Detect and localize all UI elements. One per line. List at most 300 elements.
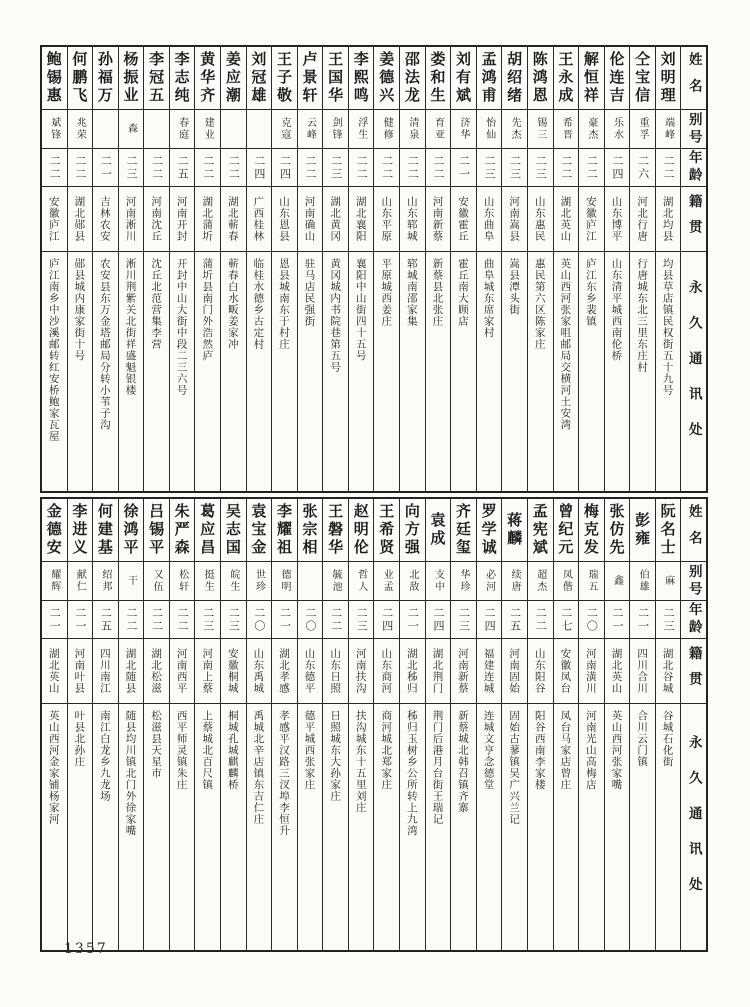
person-age: 二二 [144,601,169,639]
person-name: 吴志国 [221,499,246,562]
person-alias: 耀辉 [42,562,67,601]
person-address: 英山西河金家铺杨家河 [47,710,60,825]
person-age: 二二 [68,149,93,187]
person-age: 二一 [630,601,655,639]
person-alias: 支中 [426,562,451,601]
person-native: 湖北随县 [119,639,144,704]
person-column [246,47,272,491]
person-address: 南江白龙乡九龙场 [98,710,111,802]
person-age: 二二 [298,149,323,187]
person-age: 二一 [68,601,93,639]
person-address: 孝感平汉路三汊埠李恒升 [277,710,290,837]
person-column [271,499,297,950]
person-age: 二二 [195,149,220,187]
person-name: 娄和生 [426,47,451,110]
person-alias: 斌锋 [42,110,67,149]
person-alias: 瑞五 [579,562,604,601]
person-alias: 建业 [195,110,220,149]
person-column [246,499,272,950]
person-alias: 皖生 [221,562,246,601]
person-name: 徐鸿平 [119,499,144,562]
person-name: 吕锡平 [144,499,169,562]
person-column [399,47,425,491]
person-native: 湖北谷城 [656,639,681,704]
person-address: 德平城西张家庄 [303,710,316,791]
person-column [322,47,348,491]
person-column [553,47,579,491]
person-alias: 重孚 [630,110,655,149]
person-alias: 克寇 [272,110,297,149]
person-alias: 毓池 [323,562,348,601]
person-name: 曾纪元 [554,499,579,562]
person-age: 二三 [119,149,144,187]
person-native: 山东日照 [323,639,348,704]
person-alias: 北敌 [400,562,425,601]
person-native: 山东博平 [605,187,630,252]
person-name: 朱严森 [170,499,195,562]
person-alias: 华珍 [451,562,476,601]
person-address: 黄冈城内书院巷第五号 [329,258,342,373]
person-name: 王子敬 [272,47,297,110]
person-address: 凤台马家店曾庄 [559,710,572,791]
person-name: 齐廷玺 [451,499,476,562]
person-column [322,499,348,950]
person-address: 山东清平城西南伦桥 [610,258,623,362]
person-name: 梅克发 [579,499,604,562]
person-address: 秭归玉树乡公所转上九湾 [405,710,418,837]
person-address: 合川云门镇 [636,710,649,768]
person-native: 湖北蒲圻 [195,187,220,252]
person-native: 湖北蕲春 [221,187,246,252]
person-column [655,499,681,950]
person-name: 鲍锡惠 [42,47,67,110]
person-alias: 超杰 [528,562,553,601]
person-column [220,47,246,491]
person-column [143,47,169,491]
person-alias: 又伍 [144,562,169,601]
person-alias: 剑锋 [323,110,348,149]
person-name: 胡绍绪 [502,47,527,110]
person-column [450,47,476,491]
person-alias: 挺生 [195,562,220,601]
person-native: 河南开封 [170,187,195,252]
person-column [220,499,246,950]
person-native: 山东禹城 [247,639,272,704]
person-column [297,499,323,950]
person-age: 二五 [93,601,118,639]
person-address: 新蔡城北韩召镇齐寨 [457,710,470,814]
person-age: 二一 [605,601,630,639]
person-column [655,47,681,491]
person-address: 禹城北辛店镇东吉仁庄 [252,710,265,825]
header-column [680,499,706,950]
person-address: 商河城北郑家庄 [380,710,393,791]
person-name: 姜应潮 [221,47,246,110]
person-address: 随县均川镇北门外徐家嘴 [124,710,137,837]
person-column [348,47,374,491]
person-column [194,47,220,491]
person-native: 安徽霍丘 [451,187,476,252]
person-native: 安徽凤台 [554,639,579,704]
person-age: 二二 [656,149,681,187]
person-address: 淅川荆紫关北街祥盛魁银楼 [124,258,137,396]
person-age: 二〇 [579,601,604,639]
person-native: 河南淅川 [119,187,144,252]
person-name: 仝宝信 [630,47,655,110]
person-alias: 鑫 [605,562,630,601]
person-name: 金德安 [42,499,67,562]
person-native: 湖北松滋 [144,639,169,704]
person-alias: 伯雄 [630,562,655,601]
person-column [373,47,399,491]
person-column [629,47,655,491]
person-alias: 必河 [477,562,502,601]
person-alias: 干 [119,562,144,601]
person-age: 二二 [119,601,144,639]
person-address: 松滋县天星市 [150,710,163,779]
person-alias: 育亚 [426,110,451,149]
person-alias: 绍邦 [93,562,118,601]
person-age: 二四 [605,149,630,187]
person-name: 袁成 [426,499,451,562]
person-native: 湖北秭归 [400,639,425,704]
person-address: 新蔡县北张庄 [431,258,444,327]
person-address: 蒲圻县南门外浩然庐 [201,258,214,362]
person-column [501,499,527,950]
header-native-label: 籍贯 [681,187,706,252]
person-alias: 怡仙 [477,110,502,149]
person-address: 桐城孔城麒麟桥 [226,710,239,791]
person-age: 二三 [323,149,348,187]
person-name: 黄华齐 [195,47,220,110]
person-alias: 云峰 [298,110,323,149]
person-alias: 锡三 [528,110,553,149]
person-address: 郓城南邵家集 [405,258,418,327]
person-alias: 松轩 [170,562,195,601]
person-name: 彭雍 [630,499,655,562]
person-column [92,47,118,491]
person-alias: 豪杰 [579,110,604,149]
person-alias: 哲人 [349,562,374,601]
person-address: 沈丘北范营集李营 [150,258,163,350]
person-alias: 麻 [656,562,681,601]
person-age: 二二 [349,149,374,187]
person-column [476,47,502,491]
person-name: 邵法龙 [400,47,425,110]
person-column [348,499,374,950]
person-address: 曲阜城东席家村 [482,258,495,339]
person-alias: 德明 [272,562,297,601]
person-age: 二一 [93,149,118,187]
person-name: 孟宪斌 [528,499,553,562]
person-native: 山东恩县 [272,187,297,252]
person-native: 河南潢川 [579,639,604,704]
person-column [629,499,655,950]
person-native: 河南嵩县 [502,187,527,252]
person-name: 李进义 [68,499,93,562]
person-alias [298,562,323,601]
person-native: 安徽庐江 [42,187,67,252]
person-age: 二〇 [247,601,272,639]
person-address: 英山西河张家嘴 [610,710,623,791]
person-address: 襄阳中山街四十五号 [354,258,367,362]
person-address: 扶沟城东十五里刘庄 [354,710,367,814]
person-alias [221,110,246,149]
person-name: 袁宝金 [247,499,272,562]
person-name: 杨振业 [119,47,144,110]
person-native: 湖北襄阳 [349,187,374,252]
person-alias: 希晋 [554,110,579,149]
person-name: 刘冠雄 [247,47,272,110]
person-column [373,499,399,950]
person-native: 湖北孝感 [272,639,297,704]
person-address: 荆门后港月台街王瑞记 [431,710,444,825]
person-age: 二三 [502,149,527,187]
person-age: 二二 [579,149,604,187]
person-column [118,47,144,491]
person-age: 二二 [144,149,169,187]
person-column [169,47,195,491]
person-address: 蕲春白水畈姜家冲 [226,258,239,350]
person-column [399,499,425,950]
person-name: 陈鸿恩 [528,47,553,110]
header-alias-label: 别号 [681,562,706,601]
person-alias: 先杰 [502,110,527,149]
person-column [604,499,630,950]
person-age: 二七 [554,601,579,639]
person-column [271,47,297,491]
header-name-label: 姓名 [681,47,706,110]
person-age: 二〇 [298,601,323,639]
person-alias: 业孟 [374,562,399,601]
header-age-label: 年龄 [681,601,706,639]
person-address: 庐江南乡中沙溪邮转红安桥鲍家瓦屋 [47,258,60,442]
person-native: 湖北郧县 [68,187,93,252]
person-alias: 清泉 [400,110,425,149]
person-age: 二四 [272,149,297,187]
person-address: 惠民第六区陈家庄 [533,258,546,350]
person-age: 二二 [426,149,451,187]
person-alias: 凤偕 [554,562,579,601]
person-native: 河南叶县 [68,639,93,704]
person-name: 刘明理 [656,47,681,110]
header-address-label: 永久通讯处 [685,735,702,913]
person-address: 西平师灵镇朱庄 [175,710,188,791]
person-name: 向方强 [400,499,425,562]
person-alias: 森 [119,110,144,149]
person-age: 二三 [451,601,476,639]
person-native: 吉林农安 [93,187,118,252]
person-native: 福建连城 [477,639,502,704]
person-age: 二五 [502,601,527,639]
person-name: 解恒祥 [579,47,604,110]
person-alias: 健修 [374,110,399,149]
person-address: 均县草店镇民权街五十九号 [661,258,674,396]
person-name: 王磐华 [323,499,348,562]
person-native: 河南固始 [502,639,527,704]
person-name: 卢景轩 [298,47,323,110]
person-age: 二二 [221,149,246,187]
person-age: 二四 [374,601,399,639]
person-age: 二三 [195,601,220,639]
person-age: 二二 [528,601,553,639]
person-native: 河南扶沟 [349,639,374,704]
person-name: 伦连吉 [605,47,630,110]
person-age: 二一 [451,149,476,187]
person-alias: 浮生 [349,110,374,149]
person-address: 阳谷西南李家楼 [533,710,546,791]
person-name: 李熙鸣 [349,47,374,110]
person-age: 二三 [477,149,502,187]
person-column [42,499,67,950]
person-column [553,499,579,950]
header-column [680,47,706,491]
person-native: 湖北均县 [656,187,681,252]
person-name: 阮名士 [656,499,681,562]
person-address: 霍丘南大顾店 [457,258,470,327]
person-alias: 乐水 [605,110,630,149]
person-column [476,499,502,950]
person-age: 二四 [426,601,451,639]
person-name: 何鹏飞 [68,47,93,110]
person-age: 二六 [630,149,655,187]
person-native: 山东商河 [374,639,399,704]
person-column [527,499,553,950]
person-alias [93,110,118,149]
person-native: 山东平原 [374,187,399,252]
person-native: 湖北黄冈 [323,187,348,252]
person-name: 王希贤 [374,499,399,562]
person-address: 英山西河张家咀邮局交横河土安湾 [559,258,572,431]
person-native: 山东郓城 [400,187,425,252]
person-native: 山东阳谷 [528,639,553,704]
header-name-label: 姓名 [681,499,706,562]
person-alias [144,110,169,149]
person-name: 王永成 [554,47,579,110]
person-native: 河南新蔡 [426,187,451,252]
person-native: 四川合川 [630,639,655,704]
person-native: 湖北英山 [42,639,67,704]
person-address: 郧县城内康家街十号 [73,258,86,362]
person-age: 二三 [349,601,374,639]
person-native: 广西桂林 [247,187,272,252]
person-age: 二三 [656,601,681,639]
person-name: 李耀祖 [272,499,297,562]
person-native: 河南确山 [298,187,323,252]
person-native: 河南上蔡 [195,639,220,704]
person-alias: 济华 [451,110,476,149]
person-age: 二二 [42,149,67,187]
person-native: 湖北英山 [605,639,630,704]
person-native: 四川南江 [93,639,118,704]
person-age: 二一 [400,601,425,639]
person-native: 河南沈丘 [144,187,169,252]
person-age: 二二 [554,149,579,187]
person-name: 王国华 [323,47,348,110]
person-column [143,499,169,950]
person-address: 庐江东乡裴镇 [584,258,597,327]
person-native: 山东德平 [298,639,323,704]
person-name: 罗学诚 [477,499,502,562]
header-alias-label: 别号 [681,110,706,149]
person-name: 李冠五 [144,47,169,110]
person-native: 安徽庐江 [579,187,604,252]
person-native: 河北行唐 [630,187,655,252]
person-column [501,47,527,491]
person-native: 湖北英山 [554,187,579,252]
person-address: 农安县东万金塔邮局分转小苇子沟 [98,258,111,431]
person-column [92,499,118,950]
person-address: 嵩县潭头街 [508,258,521,316]
person-name: 孙福万 [93,47,118,110]
person-native: 山东惠民 [528,187,553,252]
header-address-label: 永久通讯处 [685,279,702,458]
person-name: 赵明伦 [349,499,374,562]
person-alias: 春庭 [170,110,195,149]
person-address: 谷城石化街 [661,710,674,768]
person-name: 姜德兴 [374,47,399,110]
person-column [169,499,195,950]
person-column [578,499,604,950]
person-age: 二四 [247,149,272,187]
person-name: 葛应昌 [195,499,220,562]
person-native: 河南西平 [170,639,195,704]
person-alias: 续唐 [502,562,527,601]
roster-table-top [40,45,708,493]
person-column [425,47,451,491]
person-address: 行唐城东北三里东庄村 [636,258,649,373]
person-name: 蒋麟 [502,499,527,562]
person-name: 张仿先 [605,499,630,562]
person-alias: 兆荣 [68,110,93,149]
person-column [67,499,93,950]
person-address: 平原城西姜庄 [380,258,393,327]
person-address: 临桂水德乡古定村 [252,258,265,350]
person-address: 驻马店民强街 [303,258,316,327]
person-address: 上蔡城北百尺镇 [201,710,214,791]
person-name: 张宗相 [298,499,323,562]
person-column [578,47,604,491]
header-age-label: 年龄 [681,149,706,187]
person-native: 湖北荆门 [426,639,451,704]
person-column [118,499,144,950]
header-native-label: 籍贯 [681,639,706,704]
person-column [194,499,220,950]
person-native: 山东曲阜 [477,187,502,252]
person-alias: 献仁 [68,562,93,601]
person-column [42,47,67,491]
person-alias: 世珍 [247,562,272,601]
person-name: 李志纯 [170,47,195,110]
person-column [527,47,553,491]
person-column [67,47,93,491]
person-age: 二二 [323,601,348,639]
roster-table-bottom [40,497,708,952]
person-age: 二一 [272,601,297,639]
person-address: 叶县北孙庄 [73,710,86,768]
person-age: 二四 [477,601,502,639]
person-name: 何建基 [93,499,118,562]
person-column [297,47,323,491]
person-age: 二二 [170,601,195,639]
person-name: 刘有斌 [451,47,476,110]
page-number: 1357 [64,941,108,957]
person-address: 日照城东大孙家庄 [329,710,342,802]
person-column [450,499,476,950]
person-alias [247,110,272,149]
person-name: 孟鸿甫 [477,47,502,110]
person-age: 二二 [400,149,425,187]
